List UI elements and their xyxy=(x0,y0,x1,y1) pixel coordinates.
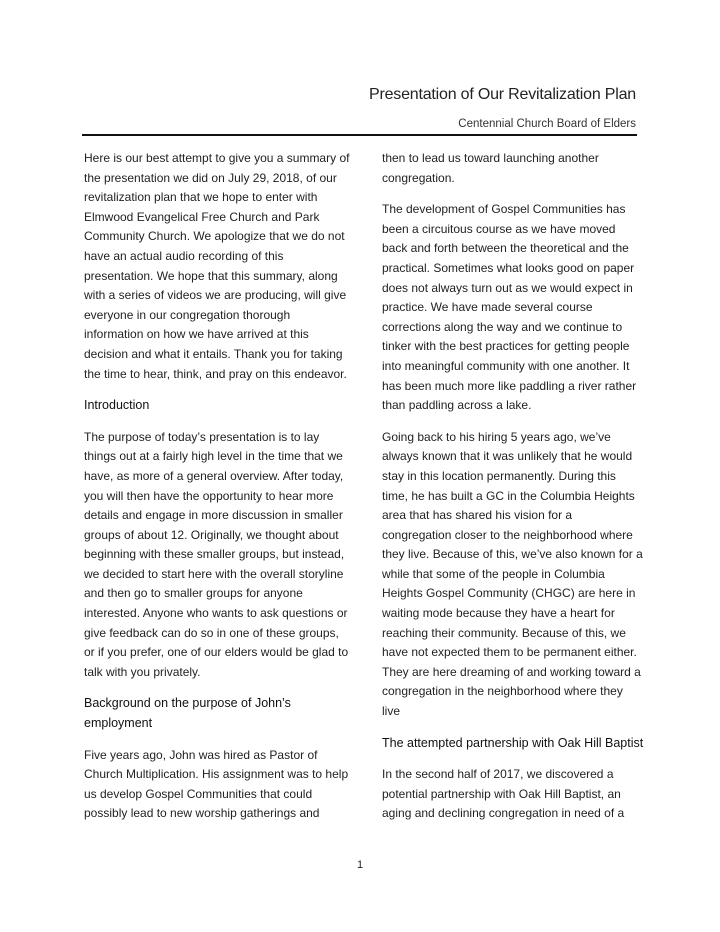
background-paragraph: Five years ago, John was hired as Pastor of Church Multiplication. His assignment was to help us develop Gospel Communities that could possibly lead to new worship gatherings and xyxy=(84,747,349,821)
continued-paragraph: then to lead us toward launching another congregation. xyxy=(382,151,599,185)
header-divider xyxy=(82,134,637,136)
document-author: Centennial Church Board of Elders xyxy=(458,118,636,130)
section-heading-introduction: Introduction xyxy=(84,398,150,413)
introduction-paragraph: The purpose of today’s presentation is to lay things out at a fairly high level in the time that we have, as more of a general overview. After today, you will then have the opportunity to hear more details and engage in more discussion in smaller groups of about 12. Originally, we thought about beginning with these smaller groups, but instead, we decided to start here with the overall storyline and then go to smaller groups for anyone interested. Anyone who wants to ask questions or give feedback can do so in one of these groups, or if you prefer, one of our elders would be glad to talk with you privately. xyxy=(84,429,349,679)
section-heading-background: Background on the purpose of John’s employment xyxy=(84,696,291,731)
intro-paragraph: Here is our best attempt to give you a summary of the presentation we did on July 29, 2018, of our revitalization plan that we hope to enter with Elmwood Evangelical Free Church and Park Community Church. We apologize that we do not have an actual audio recording of this presentation. We hope that this summary, along with a series of videos we are producing, will give everyone in our congregation thorough information on how we have arrived at this decision and what it entails. Thank you for taking the time to hear, think, and pray on this endeavor. xyxy=(84,151,350,381)
section-heading-partnership: The attempted partnership with Oak Hill Baptist xyxy=(382,735,644,750)
development-paragraph: The development of Gospel Communities has been a circuitous course as we have moved back and forth between the theoretical and the practical. Sometimes what looks good on paper does not always turn out as we would expect in practice. We have made several course corrections along the way and we continue to tinker with the best practices for getting people into meaningful community with one another. It has been much more like paddling a river rather than paddling across a lake. xyxy=(382,202,637,413)
page-number: 1 xyxy=(356,859,364,871)
right-column xyxy=(382,149,644,836)
hiring-paragraph: Going back to his hiring 5 years ago, we’ve always known that it was unlikely that he would stay in this location permanently. During this time, he has built a GC in the Columbia Heights area that has shared his vision for a congregation closer to the neighborhood where they live. Because of this, we’ve also known for a while that some of the people in Columbia Heights Gospel Community (CHGC) are here in waiting mode because they have a heart for reaching their community. Because of this, we have not expected them to be permanent either. They are here dreaming of and working toward a congregation in the neighborhood where they live xyxy=(382,429,643,719)
page-title: Presentation of Our Revitalization Plan xyxy=(368,86,636,103)
left-column xyxy=(84,149,350,836)
partnership-paragraph: In the second half of 2017, we discovered a potential partnership with Oak Hill Baptist, an aging and declining congregation in need of a xyxy=(382,767,625,821)
